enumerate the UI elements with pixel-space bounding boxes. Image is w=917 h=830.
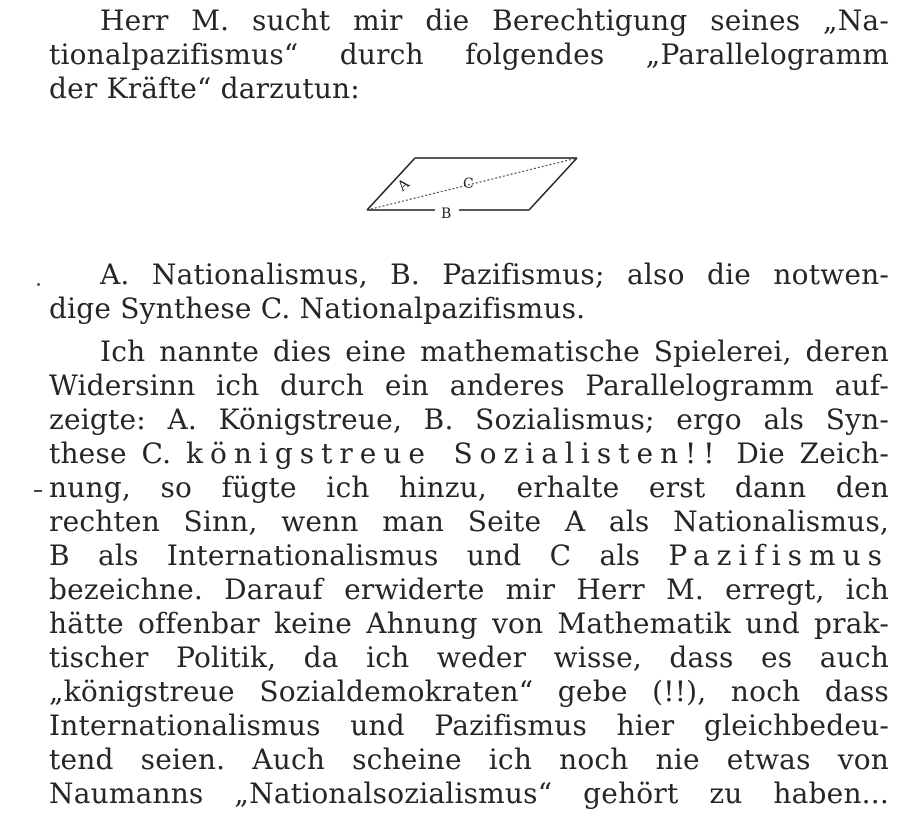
main-line-1: Ich nannte dies eine mathematische Spielerei, deren bbox=[100, 335, 889, 368]
main-line-7-spaced: Pazifismus bbox=[668, 539, 889, 572]
legend-line-2: dige Synthese C. Nationalpazifismus. bbox=[49, 292, 586, 325]
intro-line-3: der Kräfte“ darzutun: bbox=[49, 72, 360, 105]
main-line-13: tend seien. Auch scheine ich noch nie etwas von bbox=[49, 743, 889, 776]
legend-line-1: A. Nationalismus, B. Pazifismus; also die notwen- bbox=[100, 258, 889, 291]
main-line-11: „königstreue Sozialdemokraten“ gebe (!!), noch dass bbox=[49, 675, 889, 708]
scan-mark bbox=[34, 490, 42, 492]
main-line-7 bbox=[49, 539, 889, 573]
main-line-4-spaced: königstreue Sozialisten!! bbox=[186, 437, 722, 470]
main-line-10: tischer Politik, da ich weder wisse, dass es auch bbox=[49, 641, 889, 674]
label-c: C bbox=[463, 176, 474, 192]
main-line-6: rechten Sinn, wenn man Seite A als Nationalismus, bbox=[49, 505, 889, 538]
intro-line-2: tionalpazifismus“ durch folgendes „Parallelogramm bbox=[49, 38, 889, 71]
intro-line-1: Herr M. sucht mir die Berechtigung seines „Na- bbox=[100, 4, 889, 37]
main-line-7-prefix: B als Internationalismus und C als bbox=[49, 539, 641, 572]
main-line-14: Naumanns „Nationalsozialismus“ gehört zu haben... bbox=[49, 777, 889, 810]
main-line-5: nung, so fügte ich hinzu, erhalte erst dann den bbox=[49, 471, 889, 504]
main-line-3: zeigte: A. Königstreue, B. Sozialismus; ergo als Syn- bbox=[49, 403, 889, 436]
scan-speck bbox=[37, 283, 40, 286]
parallelogram-figure bbox=[355, 150, 595, 230]
main-line-4 bbox=[49, 437, 889, 471]
label-b: B bbox=[441, 206, 452, 222]
parallelogram-right-edge bbox=[529, 158, 577, 210]
main-line-2: Widersinn ich durch ein anderes Parallelogramm auf- bbox=[49, 369, 889, 402]
main-line-4-prefix: these C. bbox=[49, 437, 172, 470]
main-line-8: bezeichne. Darauf erwiderte mir Herr M. erregt, ich bbox=[49, 573, 889, 606]
main-line-12: Internationalismus und Pazifismus hier gleichbedeu- bbox=[49, 709, 889, 742]
main-line-9: hätte offenbar keine Ahnung von Mathematik und prak- bbox=[49, 607, 889, 640]
main-line-4-suffix: Die Zeich- bbox=[736, 437, 889, 470]
label-a: A bbox=[394, 175, 413, 195]
parallelogram-diagram bbox=[355, 150, 595, 230]
